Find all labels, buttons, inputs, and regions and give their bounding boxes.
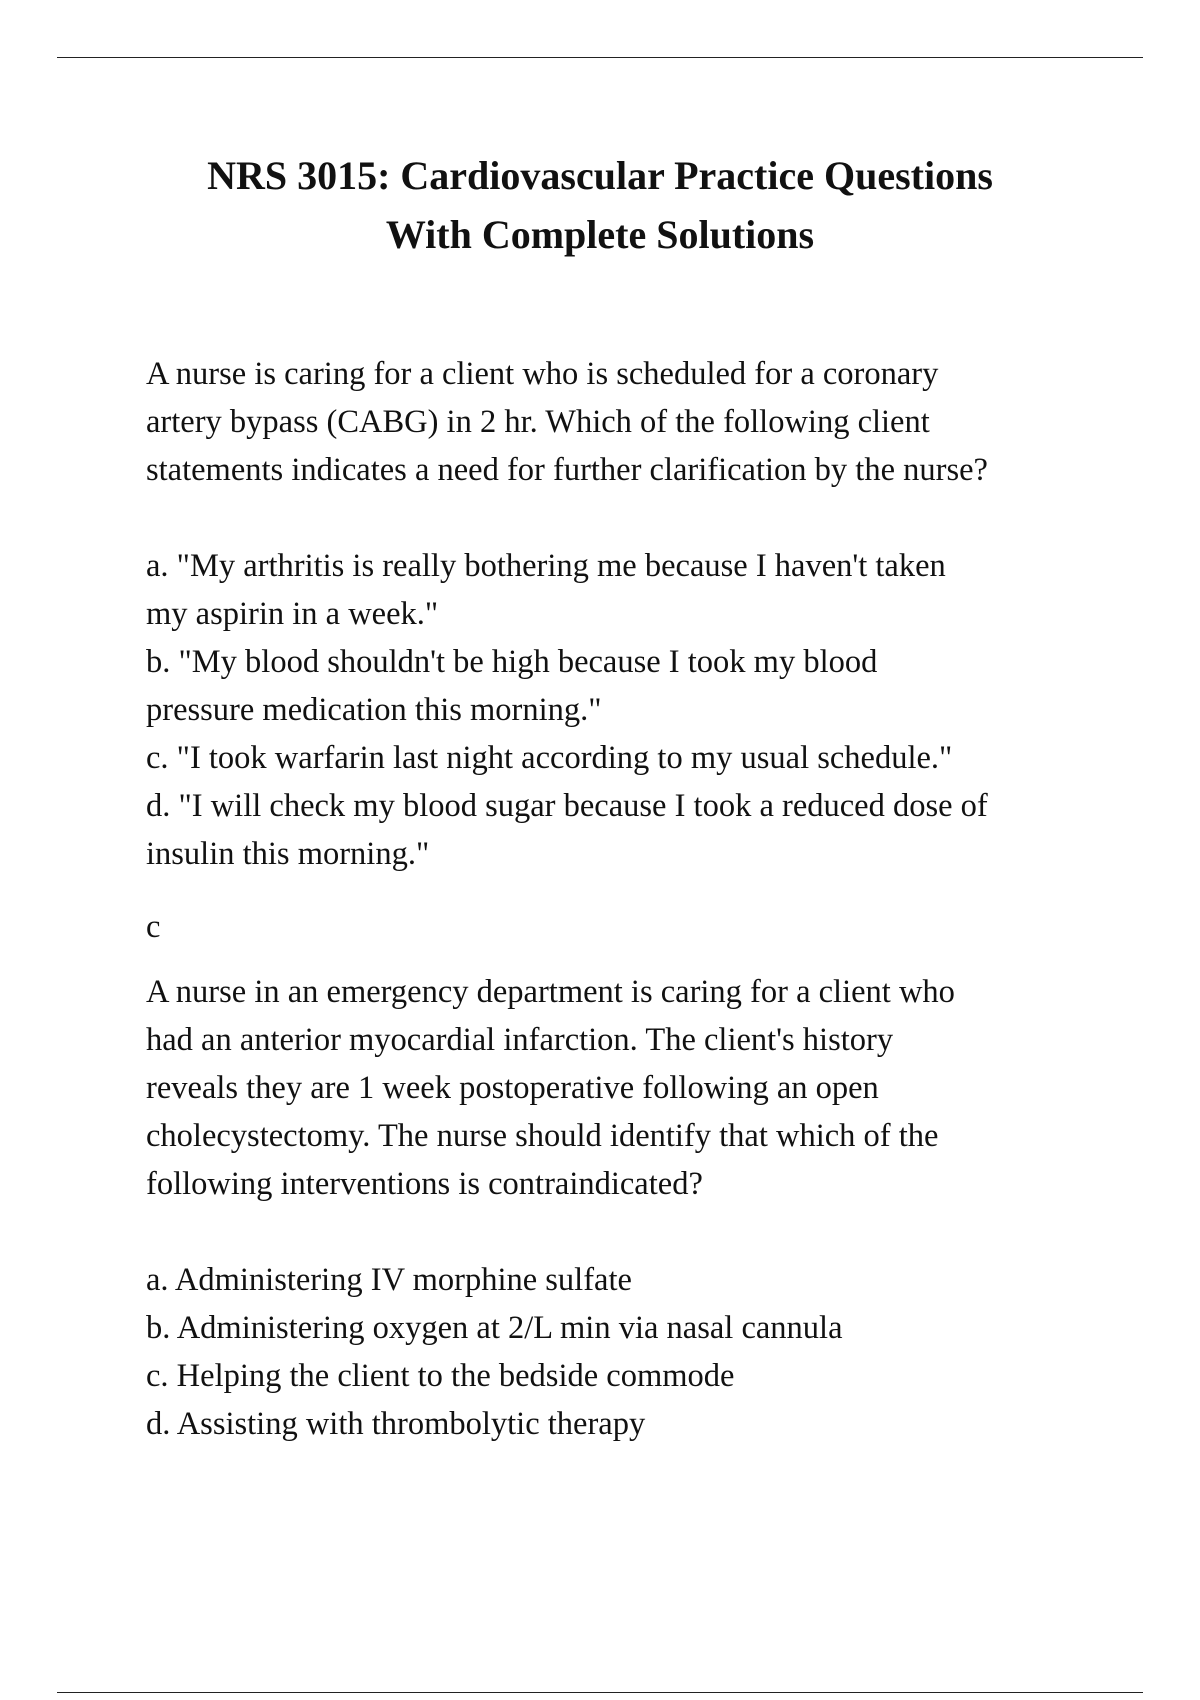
question-2-option-b: b. Administering oxygen at 2/L min via nasal cannula xyxy=(146,1310,843,1346)
question-1-stem-line: statements indicates a need for further clarification by the nurse? xyxy=(146,452,988,488)
question-1-stem-line: artery bypass (CABG) in 2 hr. Which of the following client xyxy=(146,404,930,440)
page-title-line-2: With Complete Solutions xyxy=(385,212,815,257)
question-2-option-a: a. Administering IV morphine sulfate xyxy=(146,1262,632,1298)
question-1-option-d: d. "I will check my blood sugar because I took a reduced dose of xyxy=(146,788,988,824)
question-1-stem-line: A nurse is caring for a client who is scheduled for a coronary xyxy=(146,356,939,392)
page-title-line-1: NRS 3015: Cardiovascular Practice Questions xyxy=(207,153,993,198)
page-title xyxy=(100,146,1100,264)
question-2-stem-line: reveals they are 1 week postoperative following an open xyxy=(146,1070,879,1106)
question-2-option-c: c. Helping the client to the bedside commode xyxy=(146,1358,735,1394)
question-1-answer xyxy=(146,903,1106,951)
question-2-options xyxy=(146,1256,1106,1448)
question-2-stem-line: cholecystectomy. The nurse should identify that which of the xyxy=(146,1118,939,1154)
question-1-options xyxy=(146,542,1106,878)
question-1-option-c: c. "I took warfarin last night according to my usual schedule." xyxy=(146,740,953,776)
answer-text: c xyxy=(146,909,161,945)
question-1-option-b: b. "My blood shouldn't be high because I took my blood xyxy=(146,644,878,680)
question-1-stem xyxy=(146,350,1106,494)
question-1-option-a-cont: my aspirin in a week." xyxy=(146,596,439,632)
question-1-option-b-cont: pressure medication this morning." xyxy=(146,692,602,728)
question-2-stem-line: A nurse in an emergency department is caring for a client who xyxy=(146,974,955,1010)
question-2-stem-line: had an anterior myocardial infarction. The client's history xyxy=(146,1022,894,1058)
question-1-option-a: a. "My arthritis is really bothering me because I haven't taken xyxy=(146,548,946,584)
question-1-option-d-cont: insulin this morning." xyxy=(146,836,430,872)
question-2-stem xyxy=(146,968,1106,1208)
question-2-stem-line: following interventions is contraindicated? xyxy=(146,1166,703,1202)
header-rule xyxy=(57,57,1143,58)
footer-rule xyxy=(57,1692,1143,1693)
question-2-option-d: d. Assisting with thrombolytic therapy xyxy=(146,1406,646,1442)
